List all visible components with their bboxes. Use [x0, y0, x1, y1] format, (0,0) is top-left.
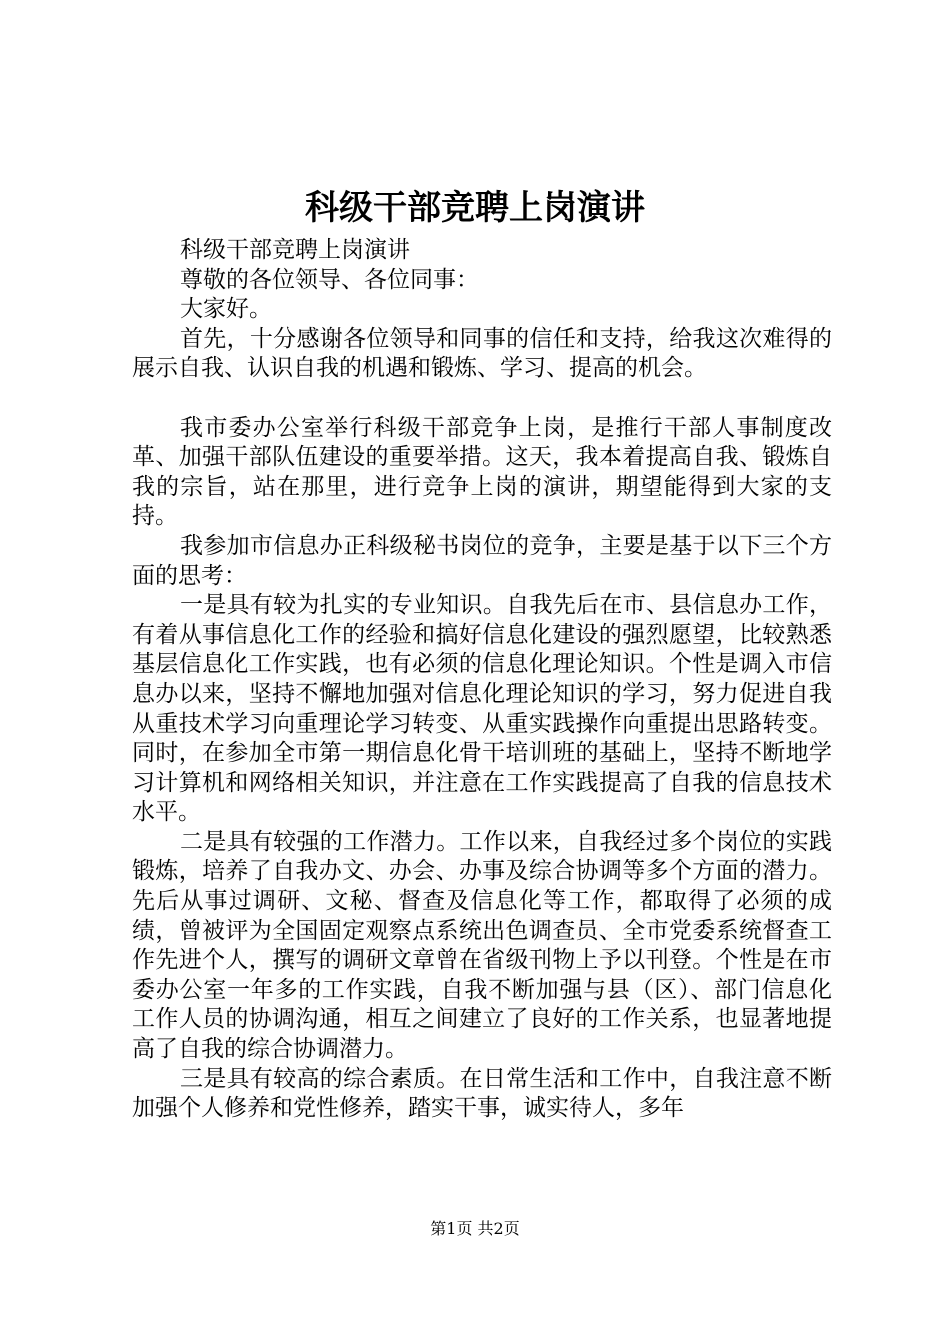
paragraph-thanks: 首先，十分感谢各位领导和同事的信任和支持，给我这次难得的展示自我、认识自我的机遇和锻炼、学习、提高的机会。	[132, 325, 832, 382]
paragraph-salutation: 尊敬的各位领导、各位同事：	[180, 266, 479, 293]
document-title: 科级干部竞聘上岗演讲	[305, 188, 645, 228]
document-body	[132, 236, 832, 1124]
paragraph-point-three: 三是具有较高的综合素质。在日常生活和工作中，自我注意不断加强个人修养和党性修养，踏实干事，诚实待人，多年	[132, 1065, 832, 1122]
page-number: 第1页 共2页	[430, 1219, 520, 1238]
paragraph-point-one: 一是具有较为扎实的专业知识。自我先后在市、县信息办工作，有着从事信息化工作的经验和搞好信息化建设的强烈愿望，比较熟悉基层信息化工作实践，也有必须的信息化理论知识。个性是调入市信息办以来，坚持不懈地加强对信息化理论知识的学习，努力促进自我从重技术学习向重理论学习转变、从重实践操作向重提出思路转变。同时，在参加全市第一期信息化骨干培训班的基础上，坚持不断地学习计算机和网络相关知识，并注意在工作实践提高了自我的信息技术水平。	[132, 592, 832, 826]
paragraph-point-two: 二是具有较强的工作潜力。工作以来，自我经过多个岗位的实践锻炼，培养了自我办文、办会、办事及综合协调等多个方面的潜力。先后从事过调研、文秘、督查及信息化等工作，都取得了必须的成绩，曾被评为全国固定观察点系统出色调查员、全市党委系统督查工作先进个人，撰写的调研文章曾在省级刊物上予以刊登。个性是在市委办公室一年多的工作实践，自我不断加强与县（区）、部门信息化工作人员的协调沟通，相互之间建立了良好的工作关系，也显著地提高了自我的综合协调潜力。	[132, 828, 832, 1063]
paragraph-position: 我参加市信息办正科级秘书岗位的竞争，主要是基于以下三个方面的思考：	[132, 532, 832, 589]
paragraph-greeting: 大家好。	[180, 296, 272, 323]
paragraph-heading-repeat: 科级干部竞聘上岗演讲	[180, 237, 410, 263]
paragraph-purpose: 我市委办公室举行科级干部竞争上岗，是推行干部人事制度改革、加强干部队伍建设的重要举措。这天，我本着提高自我、锻炼自我的宗旨，站在那里，进行竞争上岗的演讲，期望能得到大家的支持。	[132, 414, 832, 530]
